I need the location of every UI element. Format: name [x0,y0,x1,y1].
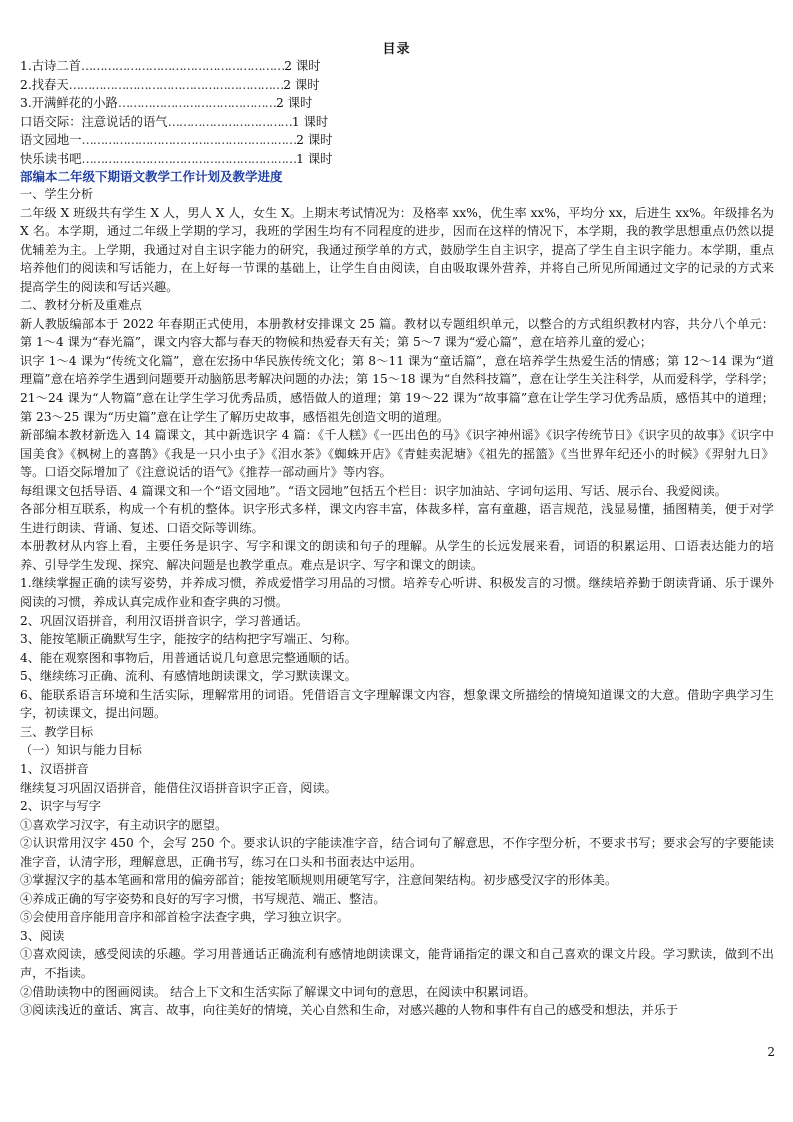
page-number: 2 [767,1045,775,1059]
paragraph: 6、能联系语言环境和生活实际，理解常用的词语。凭借语言文字理解课文内容，想象课文所描绘的情境知道课文的大意。借助字典学习生字，初读课文，提出问题。 [20,687,774,721]
paragraph: 继续复习巩固汉语拼音，能借住汉语拼音识字正音，阅读。 [20,780,337,795]
document-body [20,185,774,1020]
toc-dots: …………………………… [167,114,292,129]
toc-dots: ……………………………………………… [80,59,285,73]
toc-label: 快乐读书吧 [20,151,82,166]
paragraph: 二年级 X 班级共有学生 X 人，男人 X 人，女生 X。上期末考试情况为：及格率 xx%，优生率 xx%，平均分 xx，后进生 xx%。年级排名为 X 名。本学期，通过二年级上学期的学习，我班的学困生均有不同程度的进步，因而在这样的情况下，本学期，我的教学思想重点仍然以提优辅差为主。上学期，我通过对自主识字能力的研究，我通过预学单的方式，鼓励学生自主识字，提高了学生自主识字能力。本学期，重点培养他们的阅读和写话能力，在上好每一节课的基础上，让学生自由阅读，自由吸取课外营养，并将自己所见所闻通过文字的记录的方式来提高学生的阅读和写话兴趣。 [20,205,774,294]
paragraph: 新部编本教材新选入 14 篇课文，其中新选识字 4 篇：《千人糕》《一匹出色的马》《识字神州谣》《识字传统节日》《识字贝的故事》《识字中国美食》《枫树上的喜鹊》《我是一只小虫子》《泪水茶》《蜘蛛开店》《青蛙卖泥塘》《祖先的摇篮》《当世界年纪还小的时候》《羿射九日》等。口语交际增加了《注意说话的语气》《推荐一部动画片》等内容。 [20,428,774,480]
subsection-heading: 3、阅读 [20,928,65,943]
paragraph: ①喜欢阅读，感受阅读的乐趣。学习用普通话正确流利有感情地朗读课文，能背诵指定的课文和自己喜欢的课文片段。学习默读，做到不出声，不指读。 [20,947,774,980]
paragraph: ③阅读浅近的童话、寓言、故事，向往美好的情境，关心自然和生命，对感兴趣的人物和事件有自己的感受和想法，并乐于 [20,1003,679,1018]
toc-hours: 2 课时 [275,96,313,110]
toc-hours: 2 课时 [283,77,320,92]
paragraph: 新人教版编部本于 2022 年春期正式使用，本册教材安排课文 25 篇。教材以专题组织单元，以整合的方式组织教材内容，共分八个单元：第 1～4 课为“春光篇”，课文内容大都与春天的物候和热爱春天有关；第 5～7 课为“爱心篇”，意在培养儿童的爱心； [20,316,774,350]
paragraph: 各部分相互联系，构成一个有机的整体。识字形式多样，课文内容丰富，体裁多样，富有童趣，语言规范，浅显易懂，插图精美，便于对学生进行朗读、背诵、复述、口语交际等训练。 [20,502,774,535]
plan-heading[interactable]: 部编本二年级下期语文教学工作计划及教学进度 [20,169,283,184]
toc-entry[interactable] [20,113,440,132]
subsection-heading: 1、汉语拼音 [20,761,89,776]
subsection-heading: 2、识字与写字 [20,799,101,814]
paragraph: ③掌握汉字的基本笔画和常用的偏旁部首；能按笔顺规则用硬笔写字，注意间架结构。初步感受汉字的形体美。 [20,873,618,888]
toc-hours: 1 课时 [291,114,329,129]
paragraph: 1.继续掌握正确的读写姿势，并养成习惯，养成爱惜学习用品的习惯。培养专心听讲、积极发言的习惯。继续培养勤于朗读背诵、乐于课外阅读的习惯，养成认真完成作业和查字典的习惯。 [20,576,774,610]
toc-entry[interactable] [20,131,440,150]
paragraph: 4、能在观察图和事物后，用普通话说几句意思完整通顺的话。 [20,650,357,665]
paragraph: ④养成正确的写字姿势和良好的写字习惯，书写规范、端正、整洁。 [20,891,386,906]
toc-label: 3.开满鲜花的小路 [20,96,118,110]
section-heading: 三、教学目标 [20,724,94,739]
toc-dots: …………………………………… [117,96,276,110]
section-heading: 一、学生分析 [20,187,94,201]
paragraph: ⑤会使用音序能用音序和部首检字法查字典，学习独立识字。 [20,910,350,925]
paragraph: 本册教材从内容上看，主要任务是识字、写字和课文的朗读和句子的理解。从学生的长远发展来看，词语的积累运用、口语表达能力的培养、引导学生发现、探究、解决问题是也教学重点。难点是识字、写字和课文的朗读。 [20,539,774,572]
toc-label: 语文园地一 [20,133,82,147]
toc-hours: 1 课时 [296,151,333,166]
paragraph: 3、能按笔顺正确默写生字，能按字的结构把字写端正、匀称。 [20,632,357,647]
toc-hours: 2 课时 [284,59,321,73]
table-of-contents [20,57,440,168]
toc-dots: ………………………………………………… [81,133,297,147]
subsection-heading: （一）知识与能力目标 [20,743,142,758]
paragraph: ①喜欢学习汉字，有主动识字的愿望。 [20,817,228,832]
toc-entry[interactable] [20,76,440,95]
toc-label: 2.找春天 [20,77,69,92]
page-title: 目录 [382,42,411,57]
paragraph: 识字 1～4 课为“传统文化篇”，意在宏扬中华民族传统文化；第 8～11 课为“童话篇”，意在培养学生热爱生活的情感；第 12～14 课为“道理篇”意在培养学生遇到问题要开动脑筋思考解决问题的办法；第 15～18 课为“自然科技篇”，意在让学生关注科学，从而爱科学，学科学；21～24 课为“人物篇”意在让学生学习优秀品质，感悟做人的道理；第 19～22 课为“故事篇”意在让学生学习优秀品质，感悟其中的道理；第 23～25 课为“历史篇”意在让学生了解历史故事，感悟祖先创造文明的道理。 [20,353,774,424]
toc-dots: ………………………………………………… [81,151,297,166]
toc-label: 1.古诗二首 [20,59,81,73]
paragraph: ②借助读物中的图画阅读。 结合上下文和生活实际了解课文中词句的意思，在阅读中积累词语。 [20,984,536,999]
paragraph: 2、巩固汉语拼音，利用汉语拼音识字，学习普通话。 [20,613,309,628]
toc-entry[interactable] [20,94,440,113]
toc-entry[interactable] [20,150,440,169]
section-heading: 二、教材分析及重难点 [20,298,142,313]
paragraph: 每组课文包括导语、4 篇课文和一个“语文园地”。“语文园地”包括五个栏目：识字加油站、字词句运用、写话、展示台、我爱阅读。 [20,483,727,498]
toc-hours: 2 课时 [296,133,333,147]
paragraph: ②认识常用汉字 450 个，会写 250 个。要求认识的字能读准字音，结合词句了解意思，不作字型分析，不要求书写；要求会写的字要能读准字音，认清字形，理解意思，正确书写，练习在口头和书面表达中运用。 [20,836,774,869]
toc-label: 口语交际：注意说话的语气 [20,114,168,129]
toc-entry[interactable] [20,57,440,76]
paragraph: 5、继续练习正确、流利、有感情地朗读课文，学习默读课文。 [20,669,357,684]
toc-dots: ………………………………………………… [68,77,284,92]
